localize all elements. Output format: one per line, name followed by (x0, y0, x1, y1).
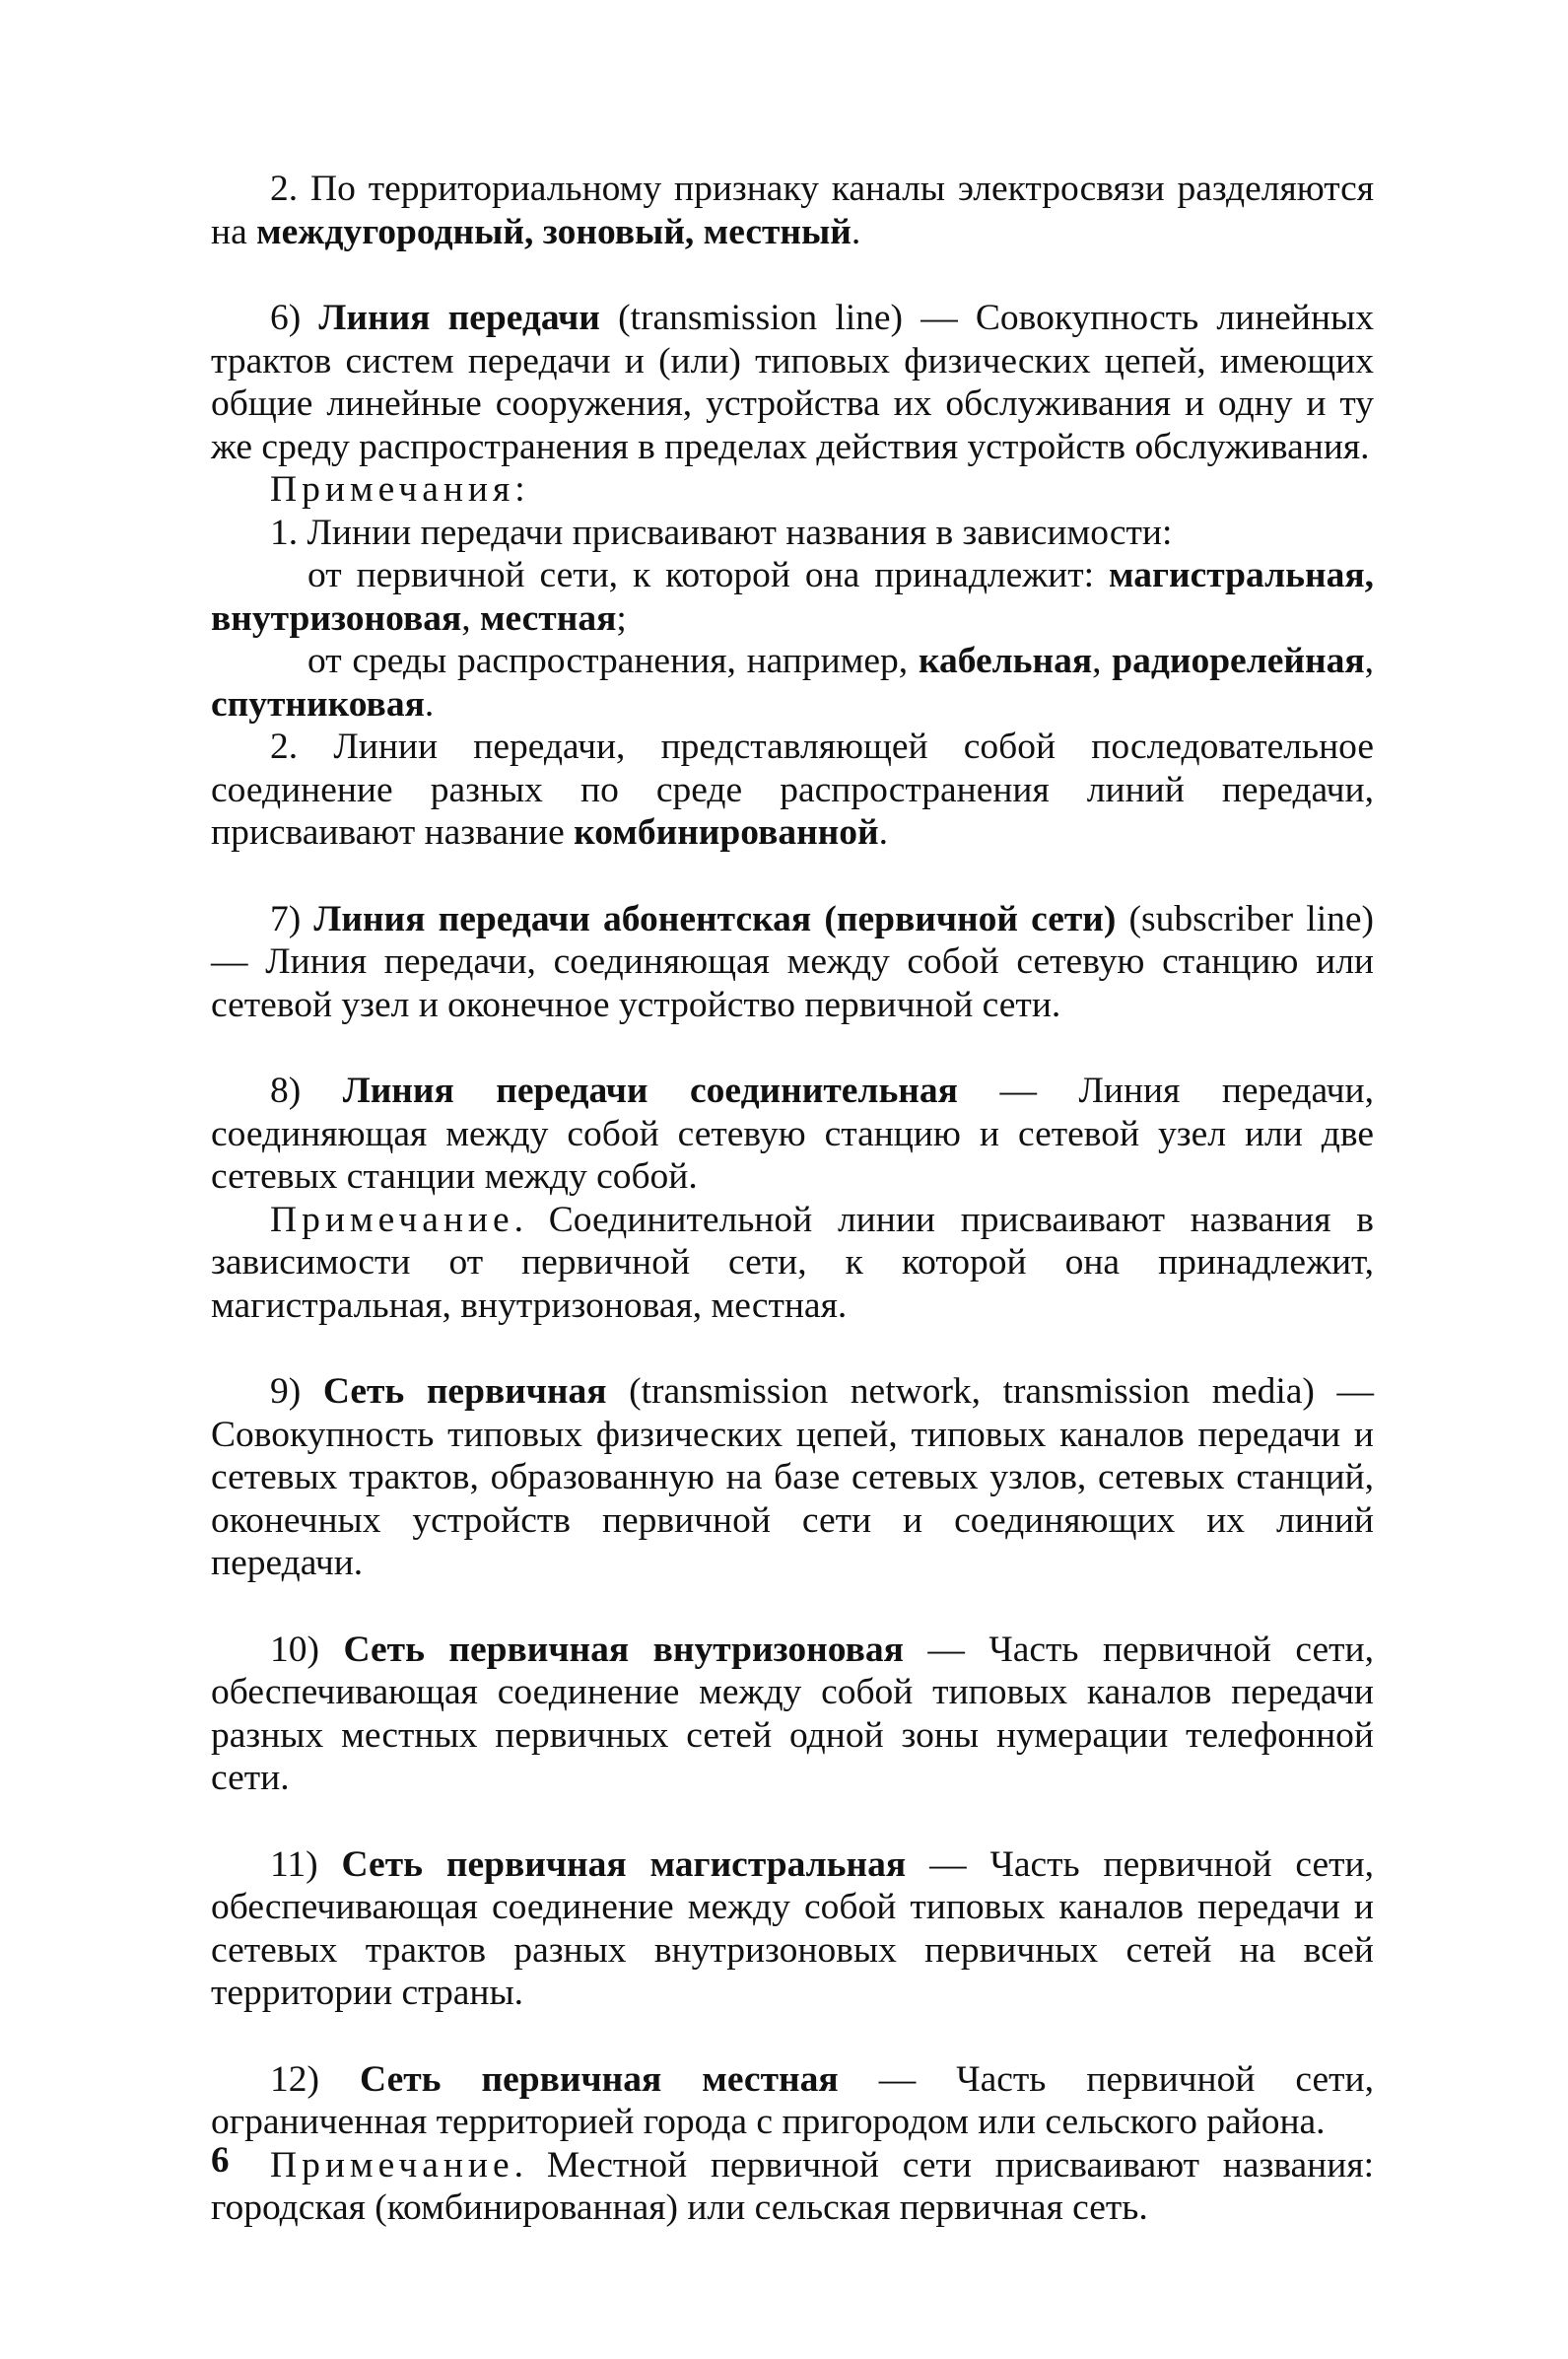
text-run: — Часть первичной сети, обеспечивающая соединение между собой типовых каналов передачи разных местных первичных сетей одной зоны нумерации телефонной сети. (211, 1629, 1374, 1798)
term-bold: комбинированной (574, 812, 879, 853)
term-bold: радиорелейная (1112, 641, 1365, 681)
text-run: 8) (270, 1071, 343, 1111)
definition-paragraph (211, 898, 1374, 1027)
text-run: 6) (270, 298, 319, 338)
text-run: 2. Линии передачи, представляющей собой последовательное соединение разных по среде распространения линий передачи, присваивают название (211, 727, 1374, 853)
text-run: . (424, 683, 435, 725)
note-subitem (211, 554, 1374, 640)
note-paragraph (211, 2144, 1374, 2230)
term-bold: Сеть первичная местная (360, 2058, 839, 2100)
definition-paragraph (211, 1070, 1374, 1199)
term-bold: Сеть первичная внутризоновая (343, 1629, 904, 1670)
text-run: 2. По территориальному признаку каналы электросвязи разделяются на (211, 169, 1374, 252)
document-page (211, 168, 1374, 2230)
term-bold: междугородный, зоновый, местный (256, 211, 852, 252)
text-run: Примечание (270, 2144, 514, 2186)
note-paragraph (211, 726, 1374, 855)
page-number: 6 (211, 2140, 230, 2181)
text-run: 12) (270, 2058, 361, 2100)
text-run: — Часть первичной сети, обеспечивающая соединение между собой типовых каналов передачи и сетевых трактов разных внутризоновых первичных сетей на всей территории страны. (211, 1843, 1374, 2013)
text-run: ; (616, 597, 627, 639)
text-run: . (851, 211, 861, 252)
definition-paragraph (211, 168, 1374, 253)
text-run: . Местной первичной сети присваивают названия: городская (комбинированная) или сельская первичная сеть. (211, 2144, 1374, 2228)
note-paragraph (211, 1199, 1374, 1328)
term-bold: Линия передачи абонентская (первичной сети) (313, 898, 1117, 939)
text-run: 11) (270, 1843, 342, 1885)
term-bold: Сеть первичная магистральная (341, 1843, 907, 1885)
text-run: 10) (270, 1629, 344, 1670)
definition-paragraph (211, 1370, 1374, 1585)
text-run: . (878, 812, 889, 853)
definition-paragraph (211, 1629, 1374, 1800)
notes-heading (211, 468, 1374, 512)
text-run: — Линия передачи, соединяющая между собой сетевую станцию и сетевой узел или две сетевых станции между собой. (211, 1071, 1374, 1197)
text-run: (transmission line) — Совокупность линейных трактов систем передачи и (или) типовых физических цепей, имеющих общие линейные сооружения, устройства их обслуживания и одну и ту же среду распространения в пределах действия устройств обслуживания. (211, 298, 1374, 467)
text-run: , (1092, 641, 1113, 681)
term-bold: местная (480, 597, 617, 639)
term-bold: спутниковая (211, 683, 425, 725)
text-run: 7) (270, 898, 314, 939)
text-run: Примечания: (270, 469, 530, 510)
term-bold: кабельная (918, 641, 1093, 681)
text-run: , (461, 597, 481, 639)
definition-paragraph (211, 2058, 1374, 2144)
text-run: — Часть первичной сети, ограниченная территорией города с пригородом или сельского района. (211, 2058, 1375, 2142)
text-run: (transmission network, transmission media) — Совокупность типовых физических цепей, типовых каналов передачи и сетевых трактов, образованную на базе сетевых узлов, сетевых станций, оконечных устройств первичной сети и соединяющих их линий передачи. (211, 1371, 1374, 1583)
text-run: от среды распространения, например, (307, 641, 919, 681)
text-run: 9) (270, 1371, 323, 1412)
text-run: (subscriber line) — Линия передачи, соединяющая между собой сетевую станцию или сетевой узел и оконечное устройство первичной сети. (211, 898, 1374, 1025)
term-bold: Линия передачи (318, 298, 600, 338)
term-bold: магистральная, внутризоновая (211, 555, 1374, 639)
text-run: 1. Линии передачи присваивают названия в зависимости: (270, 512, 1173, 553)
note-subitem (211, 640, 1374, 726)
term-bold: Линия передачи соединительная (342, 1071, 958, 1111)
text-run: , (1364, 641, 1375, 681)
text-run: . Соединительной линии присваивают названия в зависимости от первичной сети, к которой она принадлежит, магистральная, внутризоновая, местная. (211, 1199, 1374, 1326)
definition-paragraph (211, 297, 1374, 468)
text-run: от первичной сети, к которой она принадлежит: (307, 555, 1109, 595)
definition-paragraph (211, 1843, 1374, 2015)
term-bold: Сеть первичная (322, 1371, 607, 1412)
note-paragraph (211, 512, 1374, 555)
text-run: Примечание (270, 1199, 514, 1240)
